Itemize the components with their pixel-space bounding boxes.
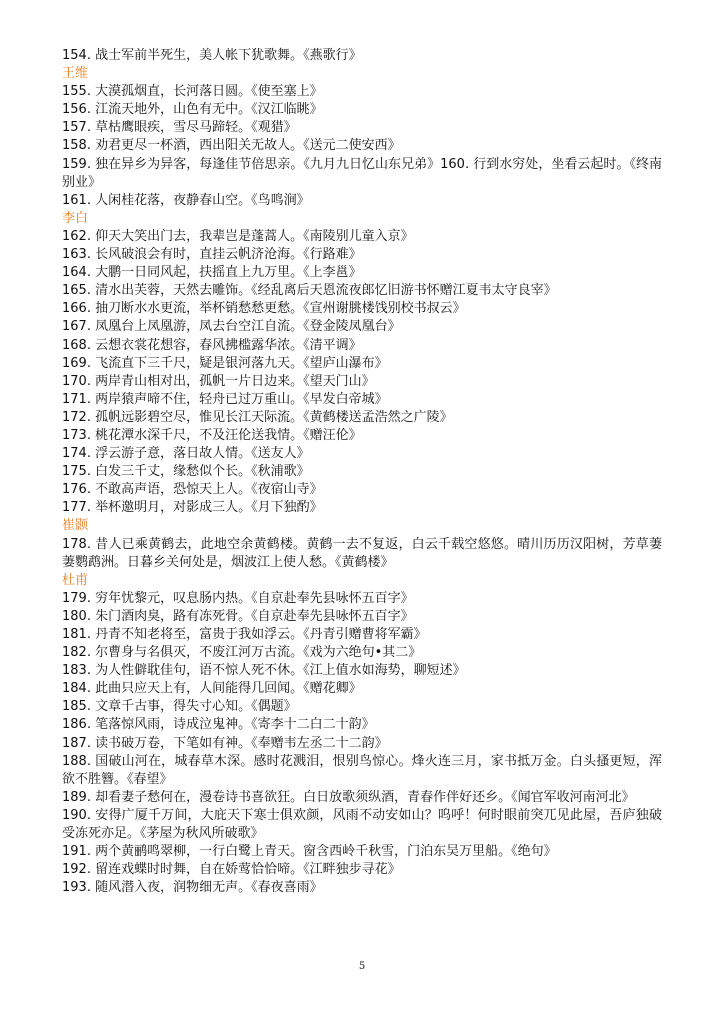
quote-entry: 188. 国破山河在，城春草木深。感时花溅泪，恨别鸟惊心。烽火连三月，家书抵万金。白头搔更短，浑欲不胜簪。《春望》 [62, 753, 662, 787]
page-number: 5 [358, 961, 366, 972]
quote-entry: 173. 桃花潭水深千尺，不及汪伦送我情。《赠汪伦》 [62, 427, 362, 443]
poet-heading: 杜甫 [62, 572, 89, 588]
quote-entry: 175. 白发三千丈，缘愁似个长。《秋浦歌》 [62, 464, 310, 480]
quote-entry: 185. 文章千古事，得失寸心知。《偶题》 [62, 699, 297, 715]
quote-entry: 157. 草枯鹰眼疾，雪尽马蹄轻。《观猎》 [62, 120, 297, 136]
quote-entry: 191. 两个黄鹂鸣翠柳，一行白鹭上青天。窗含西岭千秋雪，门泊东吴万里船。《绝句》 [62, 844, 557, 860]
quote-entry: 161. 人闲桂花落，夜静春山空。《鸟鸣涧》 [62, 192, 310, 208]
quote-entry: 183. 为人性僻耽佳句，语不惊人死不休。《江上值水如海势，聊短述》 [62, 663, 466, 679]
poetry-quote-list [62, 47, 662, 897]
poet-heading: 李白 [62, 210, 89, 226]
quote-entry: 171. 两岸猿声啼不住，轻舟已过万重山。《早发白帝城》 [62, 391, 388, 407]
quote-entry: 179. 穷年忧黎元，叹息肠内热。《自京赴奉先县咏怀五百字》 [62, 590, 414, 606]
quote-entry: 176. 不敢高声语，恐惊天上人。《夜宿山寺》 [62, 482, 323, 498]
quote-entry: 166. 抽刀断水水更流，举杯销愁愁更愁。《宣州谢朓楼饯别校书叔云》 [62, 301, 466, 317]
quote-entry: 174. 浮云游子意，落日故人情。《送友人》 [62, 446, 310, 462]
quote-entry: 186. 笔落惊风雨，诗成泣鬼神。《寄李十二白二十韵》 [62, 717, 375, 733]
quote-entry: 165. 清水出芙蓉，天然去雕饰。《经乱离后天恩流夜郎忆旧游书怀赠江夏韦太守良宰》 [62, 283, 557, 299]
quote-entry: 190. 安得广厦千万间，大庇天下寒士俱欢颜，风雨不动安如山？呜呼！何时眼前突兀见此屋，吾庐独破受冻死亦足。《茅屋为秋风所破歌》 [62, 807, 662, 842]
quote-entry: 182. 尔曹身与名俱灭，不废江河万古流。《戏为六绝句•其二》 [62, 645, 422, 661]
quote-entry: 164. 大鹏一日同风起，扶摇直上九万里。《上李邕》 [62, 265, 362, 281]
quote-entry: 172. 孤帆远影碧空尽，惟见长江天际流。《黄鹤楼送孟浩然之广陵》 [62, 409, 453, 425]
quote-entry: 170. 两岸青山相对出，孤帆一片日边来。《望天门山》 [62, 373, 375, 389]
quote-entry: 159. 独在异乡为异客，每逢佳节倍思亲。《九月九日忆山东兄弟》160. 行到水穷处，坐看云起时。《终南别业》 [62, 156, 662, 190]
quote-entry: 163. 长风破浪会有时，直挂云帆济沧海。《行路难》 [62, 247, 362, 263]
quote-entry: 187. 读书破万卷，下笔如有神。《奉赠韦左丞二十二韵》 [62, 735, 388, 751]
poet-heading: 崔颢 [62, 518, 89, 534]
quote-entry: 167. 凤凰台上凤凰游，凤去台空江自流。《登金陵凤凰台》 [62, 319, 401, 335]
quote-entry: 154. 战士军前半死生，美人帐下犹歌舞。《燕歌行》 [62, 48, 362, 63]
quote-entry: 189. 却看妻子愁何在，漫卷诗书喜欲狂。白日放歌须纵酒，青春作伴好还乡。《闻官军收河南河北》 [62, 789, 635, 805]
quote-entry: 181. 丹青不知老将至，富贵于我如浮云。《丹青引赠曹将军霸》 [62, 627, 427, 642]
quote-entry: 193. 随风潜入夜，润物细无声。《春夜喜雨》 [62, 880, 323, 896]
quote-entry: 169. 飞流直下三千尺，疑是银河落九天。《望庐山瀑布》 [62, 355, 388, 371]
quote-entry: 180. 朱门酒肉臭，路有冻死骨。《自京赴奉先县咏怀五百字》 [62, 608, 414, 624]
quote-entry: 158. 劝君更尽一杯酒，西出阳关无故人。《送元二使安西》 [62, 138, 401, 154]
quote-entry: 192. 留连戏蝶时时舞，自在娇莺恰恰啼。《江畔独步寻花》 [62, 862, 401, 878]
quote-entry: 184. 此曲只应天上有，人间能得几回闻。《赠花卿》 [62, 681, 362, 697]
poet-heading: 王维 [62, 66, 89, 82]
quote-entry: 155. 大漠孤烟直，长河落日圆。《使至塞上》 [62, 84, 323, 100]
quote-entry: 156. 江流天地外，山色有无中。《汉江临眺》 [62, 102, 323, 118]
quote-entry: 178. 昔人已乘黄鹤去，此地空余黄鹤楼。黄鹤一去不复返，白云千载空悠悠。晴川历历汉阳树，芳草萋萋鹦鹉洲。日暮乡关何处是，烟波江上使人愁。《黄鹤楼》 [62, 536, 662, 570]
quote-entry: 162. 仰天大笑出门去，我辈岂是蓬蒿人。《南陵别儿童入京》 [62, 228, 414, 244]
quote-entry: 168. 云想衣裳花想容，春风拂槛露华浓。《清平调》 [62, 337, 362, 353]
quote-entry: 177. 举杯邀明月，对影成三人。《月下独酌》 [62, 500, 323, 516]
